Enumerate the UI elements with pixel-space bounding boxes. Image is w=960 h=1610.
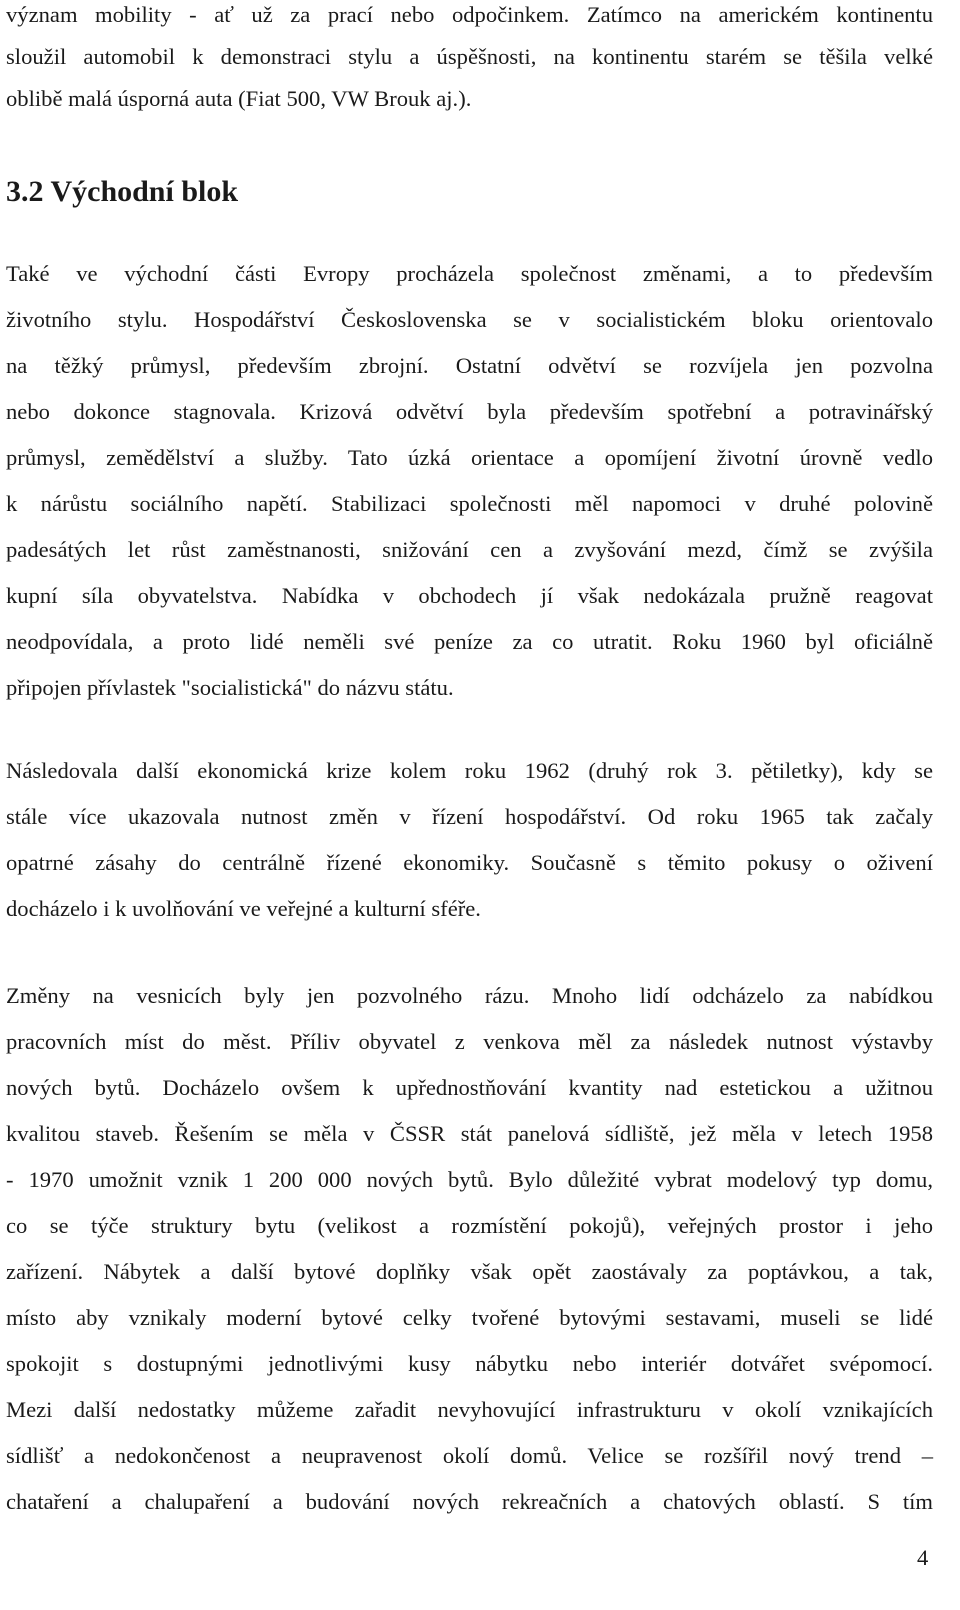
document-page: [6, 0, 933, 1514]
text-line: k nárůstu sociálního napětí. Stabilizaci společnosti měl napomoci v druhé polovině: [6, 491, 933, 516]
text-line: sloužil automobil k demonstraci stylu a úspěšnosti, na kontinentu starém se těšila velké: [6, 44, 933, 69]
text-line: padesátých let růst zaměstnanosti, snižování cen a zvyšování mezd, čímž se zvýšila: [6, 537, 933, 562]
text-line: životního stylu. Hospodářství Československa se v socialistickém bloku orientovalo: [6, 307, 933, 332]
text-line: opatrné zásahy do centrálně řízené ekonomiky. Současně s těmito pokusy o oživení: [6, 850, 933, 875]
text-line: oblibě malá úsporná auta (Fiat 500, VW Brouk aj.).: [6, 86, 472, 111]
paragraph-2: [6, 748, 933, 932]
text-line: nových bytů. Docházelo ovšem k upřednostňování kvantity nad estetickou a užitnou: [6, 1075, 933, 1100]
text-line: kvalitou staveb. Řešením se měla v ČSSR stát panelová sídliště, jež měla v letech 1958: [6, 1121, 933, 1146]
text-line: význam mobility - ať už za prací nebo odpočinkem. Zatímco na americkém kontinentu: [6, 2, 933, 27]
text-line: Mezi další nedostatky můžeme zařadit nevyhovující infrastrukturu v okolí vznikajících: [6, 1397, 933, 1422]
text-line: spokojit s dostupnými jednotlivými kusy nábytku nebo interiér dotvářet svépomocí.: [6, 1351, 933, 1376]
text-line: připojen přívlastek "socialistická" do názvu státu.: [6, 675, 454, 700]
text-line: průmysl, zemědělství a služby. Tato úzká orientace a opomíjení životní úrovně vedlo: [6, 445, 933, 470]
text-line: chataření a chalupaření a budování nových rekreačních a chatových oblastí. S tím: [6, 1489, 933, 1514]
text-line: místo aby vznikaly moderní bytové celky tvořené bytovými sestavami, museli se lidé: [6, 1305, 933, 1330]
text-line: co se týče struktury bytu (velikost a rozmístění pokojů), veřejných prostor i jeho: [6, 1213, 933, 1238]
text-line: zařízení. Nábytek a další bytové doplňky však opět zaostávaly za poptávkou, a tak,: [6, 1259, 933, 1284]
intro-paragraph: [6, 0, 933, 120]
text-line: pracovních míst do měst. Příliv obyvatel z venkova měl za následek nutnost výstavby: [6, 1029, 933, 1054]
section-heading: 3.2 Východní blok: [6, 175, 239, 208]
text-line: na těžký průmysl, především zbrojní. Ostatní odvětví se rozvíjela jen pozvolna: [6, 353, 933, 378]
paragraph-3: [6, 973, 933, 1525]
text-line: neodpovídala, a proto lidé neměli své peníze za co utratit. Roku 1960 byl oficiálně: [6, 629, 933, 654]
text-line: kupní síla obyvatelstva. Nabídka v obchodech jí však nedokázala pružně reagovat: [6, 583, 933, 608]
text-line: docházelo i k uvolňování ve veřejné a kulturní sféře.: [6, 896, 481, 921]
page-number: 4: [917, 1545, 929, 1570]
text-line: nebo dokonce stagnovala. Krizová odvětví byla především spotřební a potravinářský: [6, 399, 933, 424]
text-line: Změny na vesnicích byly jen pozvolného rázu. Mnoho lidí odcházelo za nabídkou: [6, 983, 933, 1008]
text-line: Následovala další ekonomická krize kolem roku 1962 (druhý rok 3. pětiletky), kdy se: [6, 758, 933, 783]
text-line: - 1970 umožnit vznik 1 200 000 nových bytů. Bylo důležité vybrat modelový typ domu,: [6, 1167, 933, 1192]
text-line: Také ve východní části Evropy procházela společnost změnami, a to především: [6, 261, 933, 286]
text-line: stále více ukazovala nutnost změn v řízení hospodářství. Od roku 1965 tak začaly: [6, 804, 933, 829]
paragraph-1: [6, 251, 933, 711]
text-line: sídlišť a nedokončenost a neupravenost okolí domů. Velice se rozšířil nový trend –: [6, 1443, 933, 1468]
